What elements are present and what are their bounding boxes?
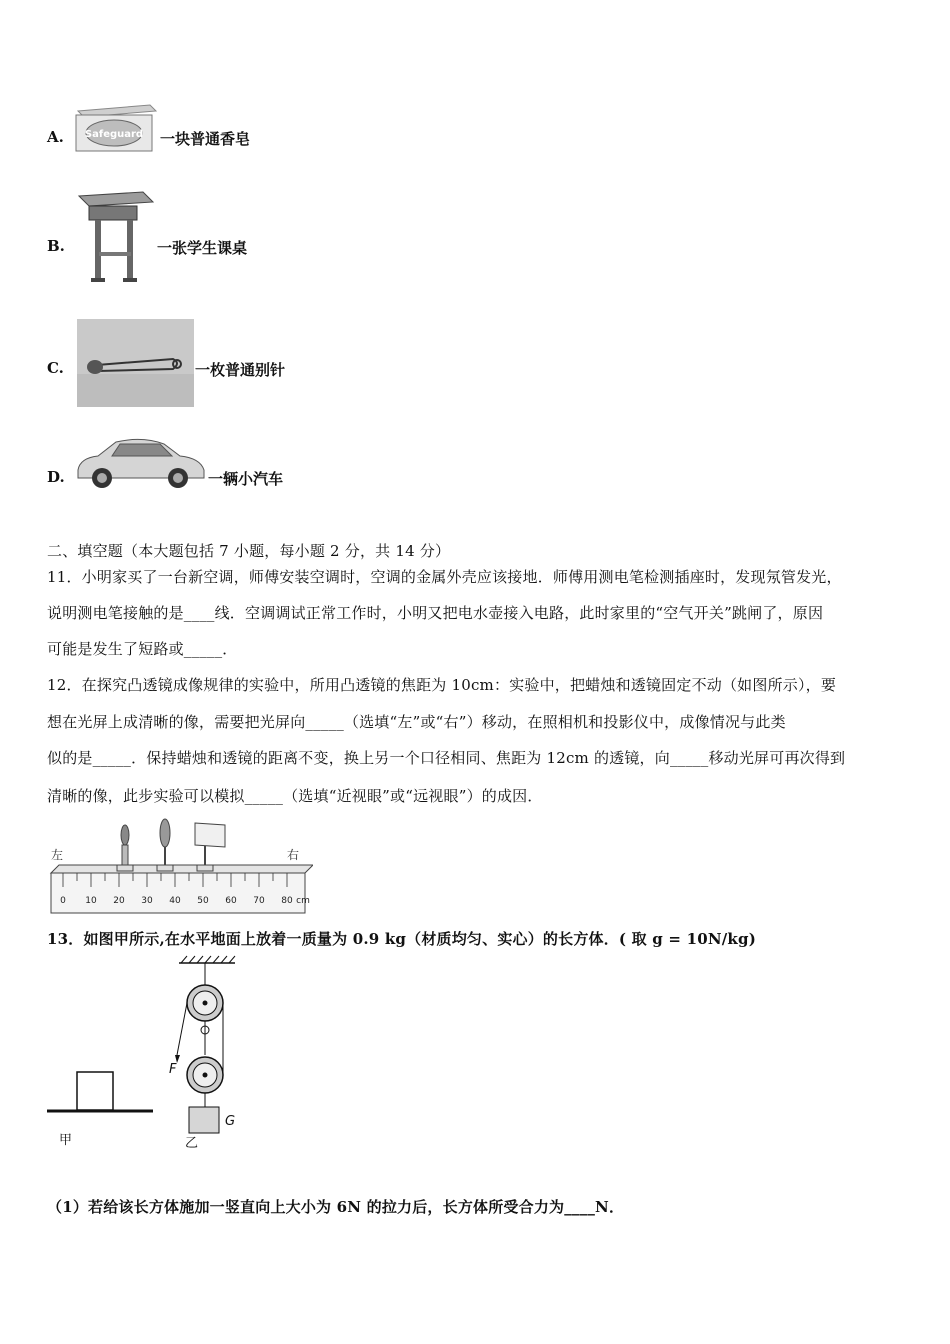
option-a-letter: A. bbox=[47, 128, 64, 146]
tick-70: 70 bbox=[253, 896, 265, 906]
option-b-letter: B. bbox=[47, 237, 65, 255]
tick-60: 60 bbox=[225, 896, 237, 906]
tick-50: 50 bbox=[197, 896, 209, 906]
q11-line-2: 说明测电笔接触的是____线．空调调试正常工作时，小明又把电水壶接入电路，此时家里的“空气开关”跳闸了，原因 bbox=[47, 604, 824, 622]
bench-left-label: 左 bbox=[51, 848, 64, 862]
option-c-letter: C. bbox=[47, 359, 64, 377]
tick-30: 30 bbox=[141, 896, 153, 906]
option-d-letter: D. bbox=[47, 468, 65, 486]
tick-20: 20 bbox=[113, 896, 125, 906]
q12-line-2: 想在光屏上成清晰的像，需要把光屏向_____（选填“左”或“右”）移动，在照相机和投影仪中，成像情况与此类 bbox=[47, 713, 786, 731]
student-desk-image bbox=[77, 190, 155, 286]
figure-yi-pulley bbox=[165, 955, 250, 1150]
force-label: F bbox=[169, 1062, 177, 1077]
bench-right-label: 右 bbox=[287, 848, 300, 862]
screen-icon bbox=[195, 823, 225, 871]
tick-80: 80 bbox=[281, 896, 293, 906]
weight-label: G bbox=[225, 1114, 236, 1129]
safety-pin-image bbox=[77, 319, 194, 407]
tick-unit: cm bbox=[296, 896, 310, 906]
option-d-text: 一辆小汽车 bbox=[208, 470, 284, 488]
tick-40: 40 bbox=[169, 896, 181, 906]
soap-brand-text: Safeguard bbox=[84, 129, 144, 140]
figure-jia bbox=[47, 1066, 157, 1152]
section-heading: 二、填空题（本大题包括 7 小题，每小题 2 分，共 14 分） bbox=[47, 542, 451, 560]
tick-10: 10 bbox=[85, 896, 97, 906]
fixed-pulley-icon bbox=[187, 985, 223, 1021]
optical-bench-figure bbox=[47, 815, 313, 915]
jia-label: 甲 bbox=[59, 1133, 73, 1148]
movable-pulley-icon bbox=[187, 1057, 223, 1093]
q12-line-1: 12．在探究凸透镜成像规律的实验中，所用凸透镜的焦距为 10cm：实验中，把蜡烛和透镜固定不动（如图所示），要 bbox=[47, 676, 837, 694]
option-b-text: 一张学生课桌 bbox=[157, 239, 248, 257]
q11-line-3: 可能是发生了短路或_____． bbox=[47, 640, 238, 658]
q12-line-4: 清晰的像，此步实验可以模拟_____（选填“近视眼”或“远视眼”）的成因． bbox=[47, 787, 543, 805]
q12-line-3: 似的是_____．保持蜡烛和透镜的距离不变，换上另一个口径相同、焦距为 12cm 的透镜，向_____移动光屏可再次得到 bbox=[47, 749, 846, 767]
yi-label: 乙 bbox=[185, 1136, 199, 1150]
lens-icon bbox=[157, 819, 173, 871]
q11-line-1: 11．小明家买了一台新空调，师傅安装空调时，空调的金属外壳应该接地．师傅用测电笔检测插座时，发现氖管发光， bbox=[47, 568, 842, 586]
soap-box-image bbox=[72, 101, 158, 153]
option-c-text: 一枚普通别针 bbox=[195, 361, 286, 379]
car-image bbox=[72, 430, 208, 494]
q13-line: 13．如图甲所示,在水平地面上放着一质量为 0.9 kg（材质均匀、实心）的长方体．( 取 g = 10N/kg) bbox=[47, 930, 757, 948]
q13-sub1: （1）若给该长方体施加一竖直向上大小为 6N 的拉力后，长方体所受合力为____N． bbox=[47, 1198, 625, 1216]
option-a-text: 一块普通香皂 bbox=[160, 130, 251, 148]
tick-0: 0 bbox=[60, 896, 66, 906]
candle-icon bbox=[117, 825, 133, 871]
